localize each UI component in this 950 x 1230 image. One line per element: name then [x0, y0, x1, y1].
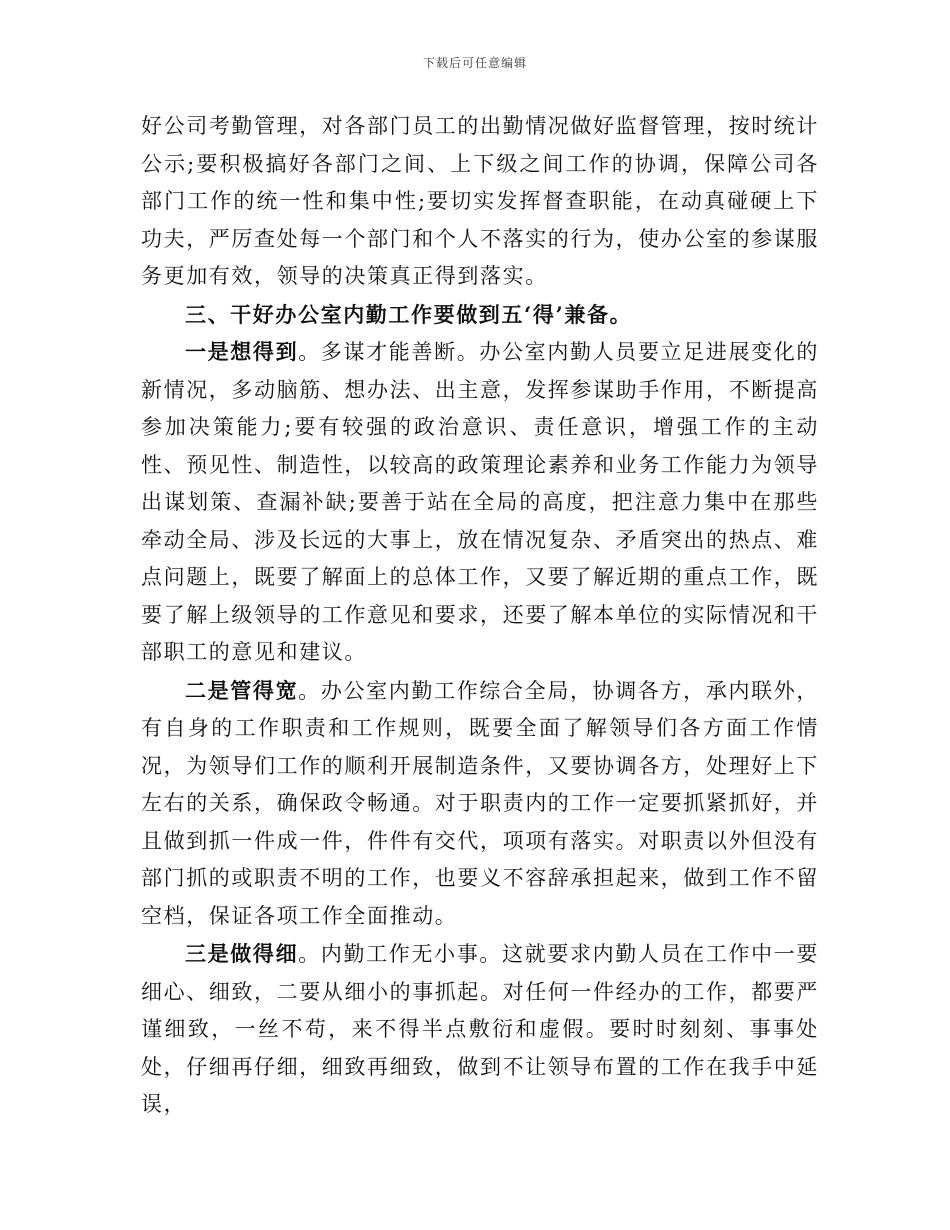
paragraph-think — [141, 333, 819, 672]
section-heading — [141, 296, 819, 334]
paragraph-text: 。多谋才能善断。办公室内勤人员要立足进展变化的新情况，多动脑筋、想办法、出主意，发挥参谋助手作用，不断提高参加决策能力;要有较强的政治意识、责任意识，增强工作的主动性、预见性、制造性，以较高的政策理论素养和业务工作能力为领导出谋划策、查漏补缺;要善于站在全局的高度，把注意力集中在那些牵动全局、涉及长远的大事上，放在情况复杂、矛盾突出的热点、难点问题上，既要了解面上的总体工作，又要了解近期的重点工作，既要了解上级领导的工作意见和要求，还要了解本单位的实际情况和干部职工的意见和建议。 — [141, 340, 819, 664]
paragraph-manage — [141, 672, 819, 936]
paragraph-continuation — [141, 108, 819, 296]
section-heading-text: 三、干好办公室内勤工作要做到五‘得’兼备。 — [185, 301, 633, 327]
document-body — [141, 108, 819, 1124]
paragraph-lead: 三是做得细 — [185, 941, 299, 966]
paragraph-text: 。办公室内勤工作综合全局，协调各方，承内联外，有自身的工作职责和工作规则，既要全面了解领导们各方面工作情况，为领导们工作的顺利开展制造条件，又要协调各方，处理好上下左右的关系，确保政令畅通。对于职责内的工作一定要抓紧抓好，并且做到抓一件成一件，件件有交代，项项有落实。对职责以外但没有部门抓的或职责不明的工作，也要义不容辞承担起来，做到工作不留空档，保证各项工作全面推动。 — [141, 678, 819, 928]
paragraph-lead: 一是想得到 — [185, 339, 299, 364]
paragraph-detail — [141, 935, 819, 1124]
paragraph-text: 好公司考勤管理，对各部门员工的出勤情况做好监督管理，按时统计公示;要积极搞好各部门之间、上下级之间工作的协调，保障公司各部门工作的统一性和集中性;要切实发挥督查职能，在动真碰硬上下功夫，严厉查处每一个部门和个人不落实的行为，使办公室的参谋服务更加有效，领导的决策真正得到落实。 — [141, 114, 819, 288]
paragraph-lead: 二是管得宽 — [185, 677, 299, 703]
paragraph-text: 。内勤工作无小事。这就要求内勤人员在工作中一要细心、细致，二要从细小的事抓起。对任何一件经办的工作，都要严谨细致，一丝不苟，来不得半点敷衍和虚假。要时时刻刻、事事处处，仔细再仔细，细致再细致，做到不让领导布置的工作在我手中延误， — [141, 942, 819, 1116]
page-header: 下载后可任意编辑 — [422, 56, 527, 70]
